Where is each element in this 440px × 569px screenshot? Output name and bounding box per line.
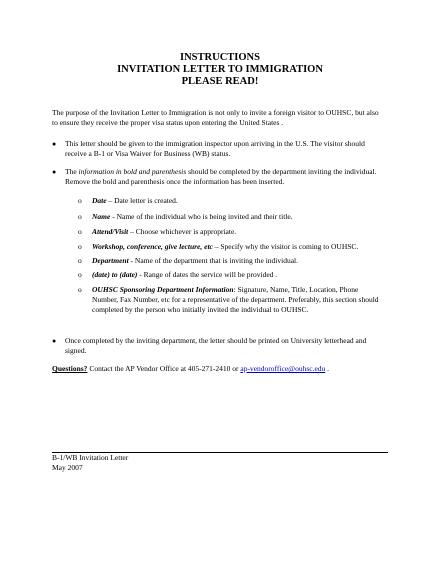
sub-item-date-range [78, 270, 388, 280]
sub-item-text: - Name of the department that is inviting the individual. [128, 256, 299, 265]
sub-item-sponsor-info [78, 285, 388, 315]
questions-label: Questions? [52, 364, 88, 373]
bullet-text: This letter should be given to the immigration inspector upon arriving in the U.S. The visitor should receive a B-1 or Visa Waiver for Business (WB) status. [65, 139, 365, 158]
title-line-2: INVITATION LETTER TO IMMIGRATION [117, 64, 323, 75]
sub-item-name [78, 212, 388, 222]
questions-line [52, 364, 392, 374]
questions-after: . [325, 364, 330, 373]
sub-item-date [78, 196, 388, 206]
sub-item-department [78, 256, 388, 266]
sub-item-text: - Range of dates the service will be provided . [137, 270, 278, 279]
sub-marker: o [78, 285, 82, 294]
sub-item-attend-visit [78, 227, 388, 237]
bullet-item-1 [52, 139, 392, 159]
bullet-text-italic: information in bold and parenthesis [78, 167, 187, 176]
bullet-marker: ● [52, 337, 57, 345]
bullet-marker: ● [52, 140, 57, 148]
sub-item-text: - Name of the individual who is being invited and their title. [110, 212, 293, 221]
sub-item-label: Workshop, conference, give lecture, etc [92, 242, 213, 251]
footer-line-1: B-1/WB Invitation Letter [52, 453, 129, 462]
title-line-1: INSTRUCTIONS [180, 52, 260, 63]
bullet-text-post: should be completed by the department inviting the individual. Remove the bold and parenthesis once the information has been inserted. [65, 167, 377, 186]
bullet-item-final [52, 336, 392, 356]
sub-marker: o [78, 212, 82, 221]
bullet-text-pre: The [65, 167, 79, 176]
title-line-3: PLEASE READ! [181, 76, 259, 87]
sub-item-text: – Specify why the visitor is coming to OUHSC. [212, 242, 359, 251]
bullet-item-2 [52, 167, 392, 187]
questions-text: Contact the AP Vendor Office at 405-271-2410 or [87, 364, 241, 373]
sub-item-label: (date) to (date) [92, 270, 138, 279]
sub-marker: o [78, 227, 82, 236]
sub-item-label: Department [92, 256, 129, 265]
footer-line-2: May 2007 [52, 463, 83, 472]
sub-item-text: – Date letter is created. [106, 196, 178, 205]
sub-marker: o [78, 196, 82, 205]
intro-paragraph: The purpose of the Invitation Letter to Immigration is not only to invite a foreign visitor to OUHSC, but also to ensure they receive the proper visa status upon entering the United States . [52, 108, 379, 127]
sub-item-text: : Signature, Name, Title, Location, Phone Number, Fax Number, etc for a representative of the department. Preferably, this section should completed by the person who initially invited the individual to OUHSC. [92, 285, 379, 314]
sub-item-label: OUHSC Sponsoring Department Information [92, 285, 234, 294]
sub-item-text: – Choose whichever is appropriate. [128, 227, 237, 236]
sub-marker: o [78, 242, 82, 251]
sub-item-label: Name [92, 212, 111, 221]
sub-marker: o [78, 256, 82, 265]
bullet-text [65, 167, 385, 187]
sub-item-label: Date [92, 196, 107, 205]
sub-marker: o [78, 270, 82, 279]
sub-item-workshop [78, 242, 388, 252]
vendor-email-link[interactable]: ap-vendoroffice@ouhsc.edu [240, 364, 326, 373]
bullet-text: Once completed by the inviting department, the letter should be printed on University letterhead and signed. [65, 336, 367, 355]
document-title [0, 52, 440, 88]
bullet-marker: ● [52, 168, 57, 176]
sub-item-label: Attend/Visit [92, 227, 129, 236]
